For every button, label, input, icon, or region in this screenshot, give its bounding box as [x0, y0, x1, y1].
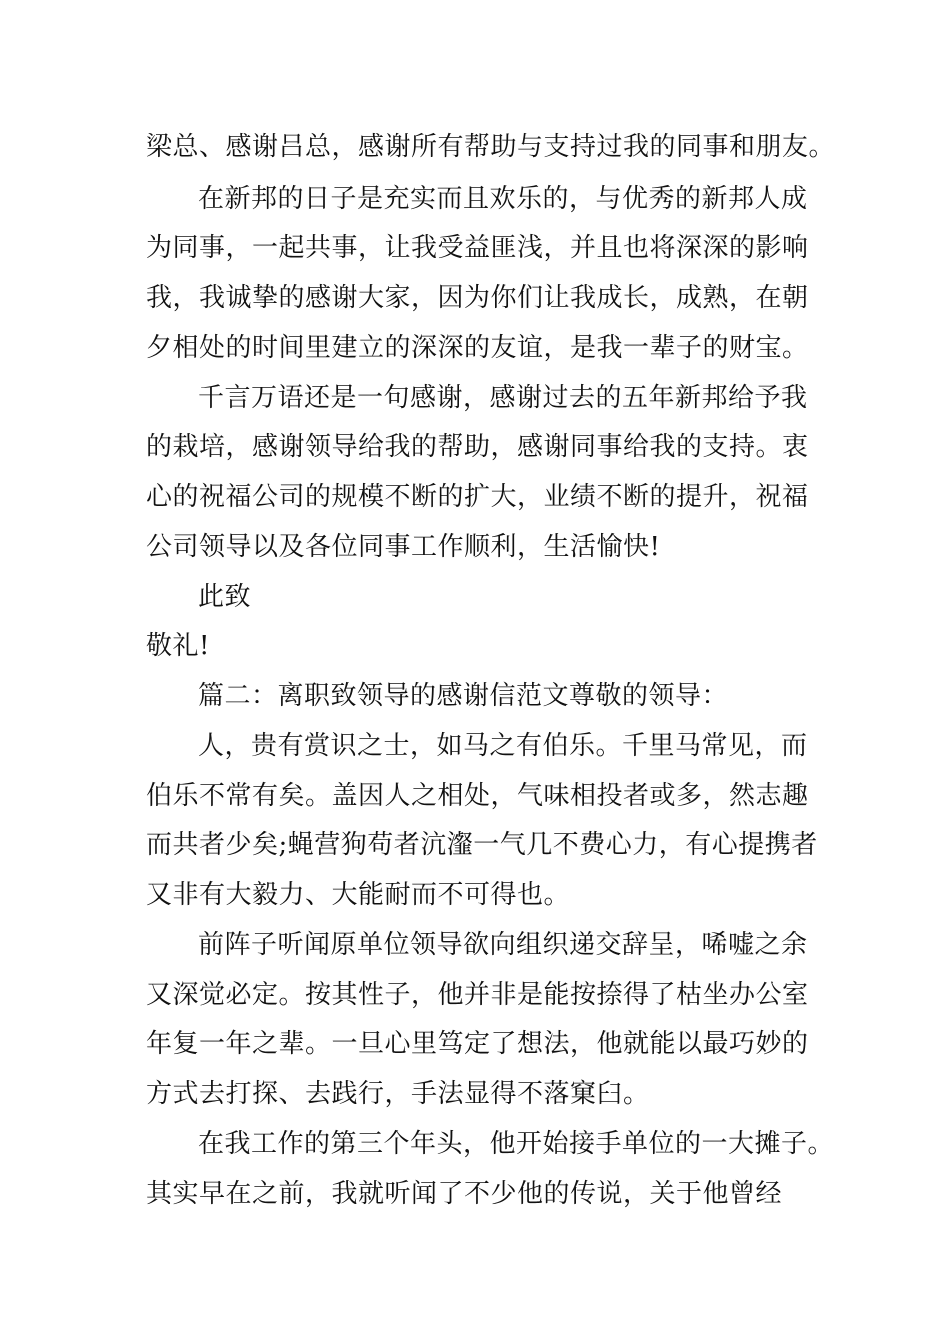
text-line: 我，我诚挚的感谢大家，因为你们让我成长，成熟，在朝 — [146, 283, 809, 313]
text-line: 前阵子听闻原单位领导欲向组织递交辞呈，唏嘘之余 — [198, 930, 808, 960]
text-line: 在新邦的日子是充实而且欢乐的，与优秀的新邦人成 — [198, 184, 808, 214]
text-line: 梁总、感谢吕总，感谢所有帮助与支持过我的同事和朋友。 — [146, 132, 836, 162]
text-line: 而共者少矣;蝇营狗苟者沆瀣一气几不费心力，有心提携者 — [146, 830, 818, 860]
text-line: 年复一年之辈。一旦心里笃定了想法，他就能以最巧妙的 — [146, 1029, 809, 1059]
text-line: 人，贵有赏识之士，如马之有伯乐。千里马常见，而 — [198, 731, 808, 761]
section-heading: 篇二：离职致领导的感谢信范文尊敬的领导： — [198, 681, 729, 711]
text-line: 为同事，一起共事，让我受益匪浅，并且也将深深的影响 — [146, 233, 809, 263]
text-line: 心的祝福公司的规模不断的扩大，业绩不断的提升，祝福 — [146, 482, 809, 512]
text-line: 的栽培，感谢领导给我的帮助，感谢同事给我的支持。衷 — [146, 432, 809, 462]
text-line: 方式去打探、去践行，手法显得不落窠臼。 — [146, 1079, 650, 1109]
text-line: 公司领导以及各位同事工作顺利，生活愉快! — [146, 532, 661, 562]
text-line: 夕相处的时间里建立的深深的友谊，是我一辈子的财宝。 — [146, 333, 809, 363]
text-line: 其实早在之前，我就听闻了不少他的传说，关于他曾经 — [146, 1179, 783, 1209]
text-line: 又深觉必定。按其性子，他并非是能按捺得了枯坐办公室 — [146, 980, 809, 1010]
text-line: 在我工作的第三个年头，他开始接手单位的一大摊子。 — [198, 1129, 835, 1159]
text-line: 伯乐不常有矣。盖因人之相处，气味相投者或多，然志趣 — [146, 781, 809, 811]
text-line: 千言万语还是一句感谢，感谢过去的五年新邦给予我 — [198, 383, 808, 413]
closing-salutation: 此致 — [198, 582, 252, 612]
closing-regards: 敬礼! — [146, 631, 210, 661]
text-line: 又非有大毅力、大能耐而不可得也。 — [146, 880, 571, 910]
